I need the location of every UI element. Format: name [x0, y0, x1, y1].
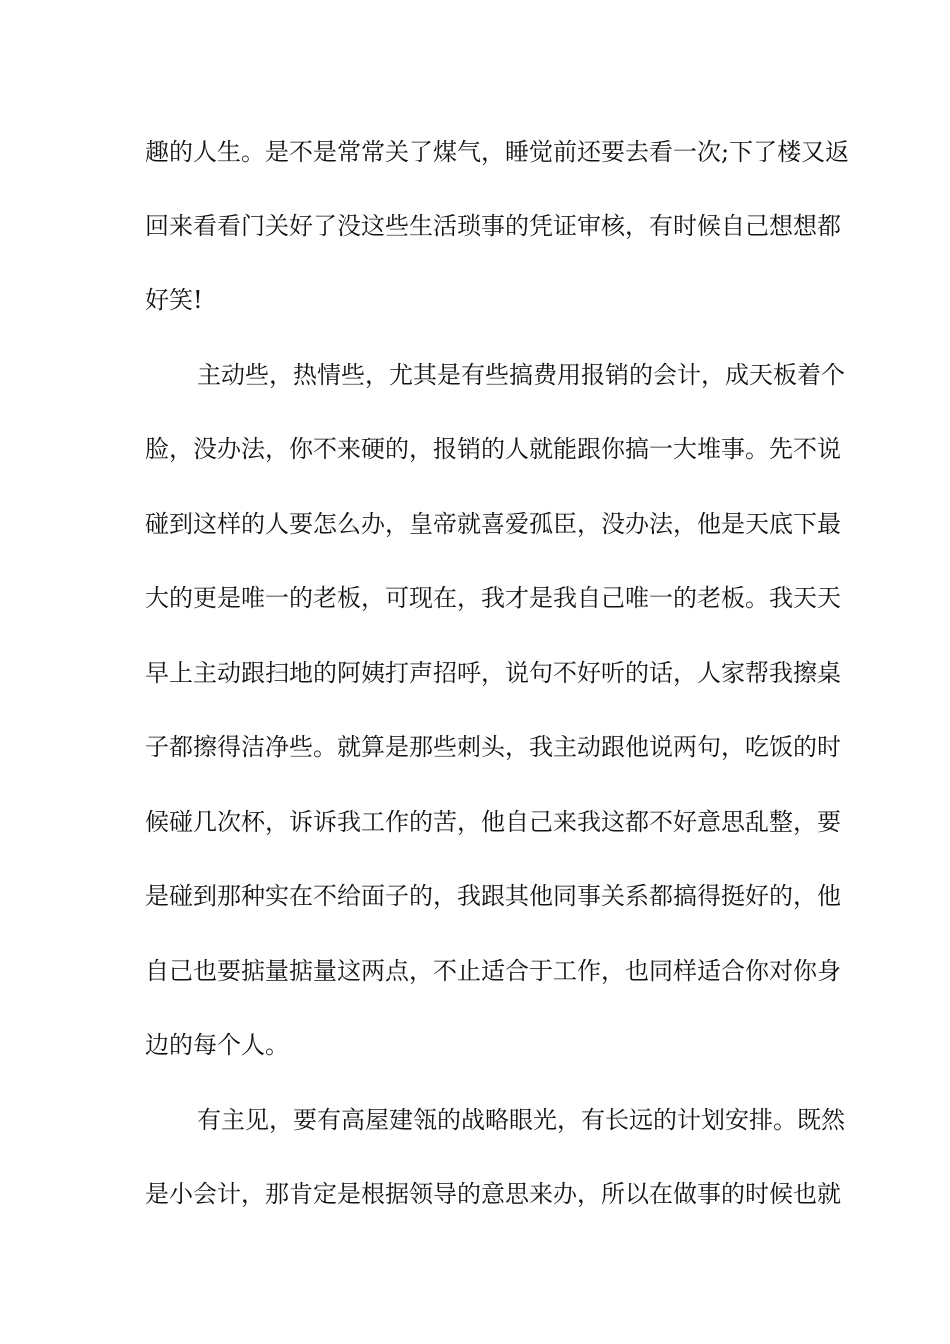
- paragraph-3-line-1: 有主见，要有高屋建瓴的战略眼光，有长远的计划安排。既然: [197, 1106, 845, 1134]
- paragraph-2-line-2: 脸，没办法，你不来硬的，报销的人就能跟你搞一大堆事。先不说: [145, 435, 841, 463]
- paragraph-2-line-7: 候碰几次杯，诉诉我工作的苦，他自己来我这都不好意思乱整，要: [145, 808, 841, 836]
- paragraph-2-line-10: 边的每个人。: [145, 1031, 289, 1059]
- paragraph-1-line-2: 回来看看门关好了没这些生活琐事的凭证审核，有时候自己想想都: [145, 212, 841, 240]
- paragraph-2-line-5: 早上主动跟扫地的阿姨打声招呼，说句不好听的话，人家帮我擦桌: [145, 659, 841, 687]
- paragraph-2-line-9: 自己也要掂量掂量这两点，不止适合于工作，也同样适合你对你身: [145, 957, 841, 985]
- paragraph-2-line-1: 主动些，热情些，尤其是有些搞费用报销的会计，成天板着个: [197, 361, 845, 389]
- paragraph-1-line-1: 趣的人生。是不是常常关了煤气，睡觉前还要去看一次;下了楼又返: [145, 138, 850, 166]
- paragraph-1-line-3: 好笑!: [145, 286, 203, 314]
- paragraph-3-line-2: 是小会计，那肯定是根据领导的意思来办，所以在做事的时候也就: [145, 1180, 841, 1208]
- paragraph-2-line-6: 子都擦得洁净些。就算是那些刺头，我主动跟他说两句，吃饭的时: [145, 733, 841, 761]
- paragraph-2-line-8: 是碰到那种实在不给面子的，我跟其他同事关系都搞得挺好的，他: [145, 882, 841, 910]
- paragraph-2-line-4: 大的更是唯一的老板，可现在，我才是我自己唯一的老板。我天天: [145, 584, 841, 612]
- paragraph-2-line-3: 碰到这样的人要怎么办，皇帝就喜爱孤臣，没办法，他是天底下最: [145, 510, 841, 538]
